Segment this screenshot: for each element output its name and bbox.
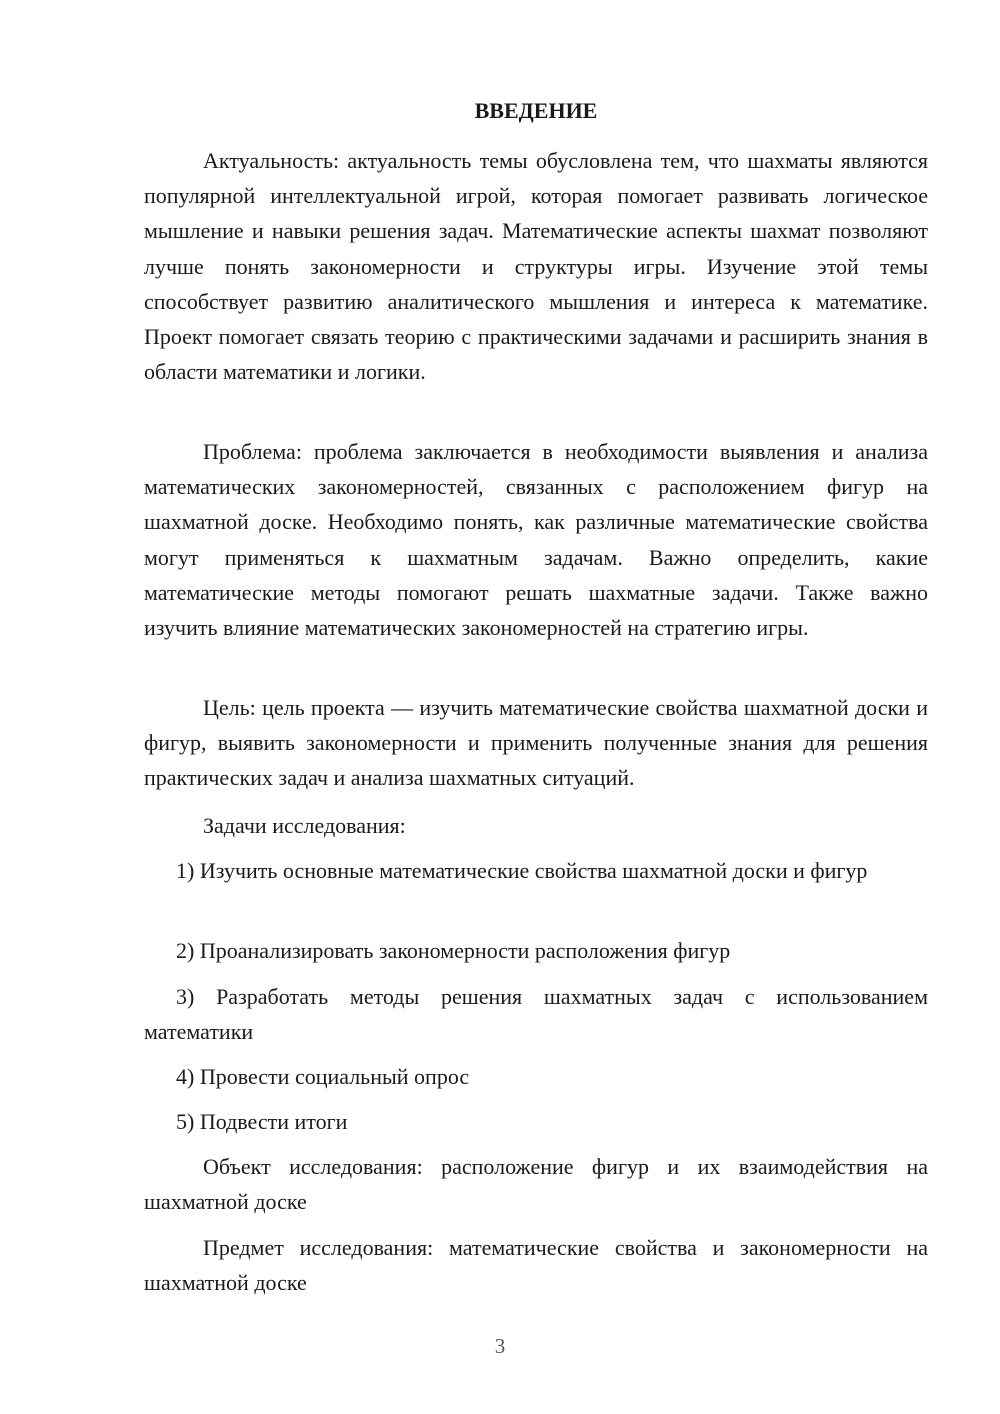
task-item-5: 5) Подвести итоги <box>176 1109 348 1134</box>
paragraph-goal: Цель: цель проекта — изучить математические свойства шахматной доски и фигур, выявить закономерности и применить полученные знания для решения практических задач и анализа шахматных ситуаций. <box>144 695 928 791</box>
task-item-1: 1) Изучить основные математические свойства шахматной доски и фигур <box>176 858 868 883</box>
paragraph-problem: Проблема: проблема заключается в необходимости выявления и анализа математических закономерностей, связанных с расположением фигур на шахматной доске. Необходимо понять, как различные математические свойства могут применяться к шахматным задачам. Важно определить, какие математические методы помогают решать шахматные задачи. Также важно изучить влияние математических закономерностей на стратегию игры. <box>144 439 928 641</box>
task-item-4: 4) Провести социальный опрос <box>176 1064 470 1089</box>
task-item-3: 3) Разработать методы решения шахматных задач с использованием математики <box>144 984 928 1045</box>
paragraph-subject: Предмет исследования: математические свойства и закономерности на шахматной доске <box>144 1235 928 1296</box>
task-item-2: 2) Проанализировать закономерности расположения фигур <box>176 938 731 963</box>
paragraph-relevance: Актуальность: актуальность темы обусловлена тем, что шахматы являются популярной интеллектуальной игрой, которая помогает развивать логическое мышление и навыки решения задач. Математические аспекты шахмат позволяют лучше понять закономерности и структуры игры. Изучение этой темы способствует развитию аналитического мышления и интереса к математике. Проект помогает связать теорию с практическими задачами и расширить знания в области математики и логики. <box>144 148 928 385</box>
page-number: 3 <box>494 1334 506 1358</box>
paragraph-object: Объект исследования: расположение фигур и их взаимодействия на шахматной доске <box>144 1154 928 1215</box>
section-heading: ВВЕДЕНИЕ <box>474 98 598 123</box>
paragraph-tasks-heading: Задачи исследования: <box>203 813 406 838</box>
